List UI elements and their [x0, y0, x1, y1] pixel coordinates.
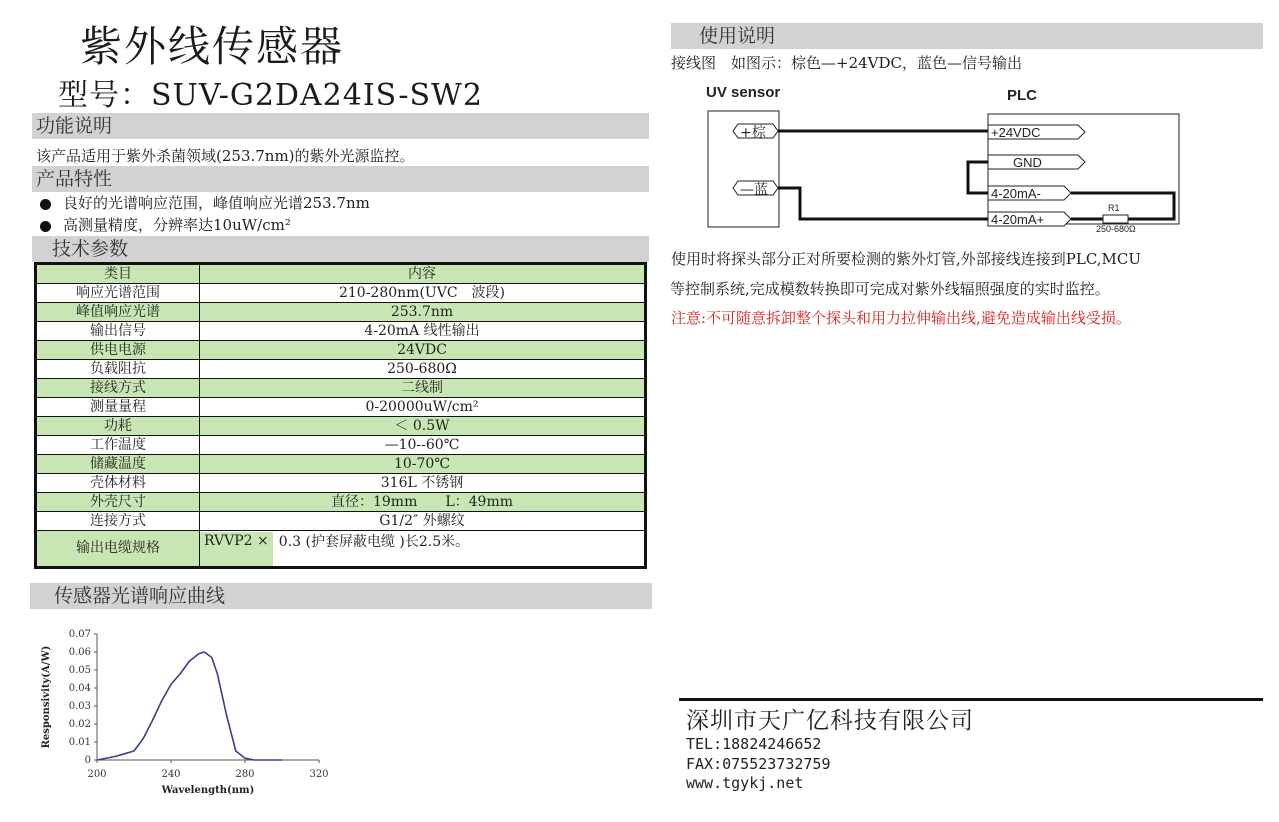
company-fax: FAX:075523732759	[686, 755, 831, 773]
page-title: 紫外线传感器	[80, 22, 345, 71]
spec-value: ＜ 0.5W	[200, 417, 646, 436]
spec-value: G1/2″ 外螺纹	[200, 512, 646, 531]
function-heading: 功能说明	[32, 113, 649, 139]
spec-key: 输出电缆规格	[36, 531, 200, 568]
y-tick-label: 0.06	[68, 647, 91, 658]
curve-heading: 传感器光谱响应曲线	[30, 583, 652, 609]
y-tick-label: 0.03	[68, 701, 91, 712]
spec-value: 0-20000uW/cm²	[200, 398, 646, 417]
x-tick-label: 280	[235, 769, 255, 780]
spec-value: 250-680Ω	[200, 360, 646, 379]
spec-value: 直径：19mm L：49mm	[200, 493, 646, 512]
table-row	[36, 322, 646, 341]
wiring-diagram	[700, 78, 1190, 238]
bullet-icon	[40, 199, 51, 210]
spec-key: 供电电源	[36, 341, 200, 360]
table-row	[36, 493, 646, 512]
spec-key: 储藏温度	[36, 455, 200, 474]
spec-value: 10-70℃	[200, 455, 646, 474]
table-row	[36, 284, 646, 303]
company-name: 深圳市天广亿科技有限公司	[686, 708, 974, 734]
spec-value: 二线制	[200, 379, 646, 398]
spec-key: 接线方式	[36, 379, 200, 398]
cable-detail: 0.3 (护套屏蔽电缆 )长2.5米。	[278, 533, 470, 550]
features-heading: 产品特性	[32, 166, 649, 192]
specs-heading: 技术参数	[32, 236, 649, 262]
feature-item	[36, 192, 370, 213]
company-web: www.tgykj.net	[686, 774, 804, 792]
plc-label: PLC	[1007, 87, 1037, 104]
plc-pin-signal-minus-label: 4-20mA-	[991, 186, 1041, 201]
x-tick-label: 240	[161, 769, 181, 780]
spec-key: 连接方式	[36, 512, 200, 531]
plc-pin-gnd-label: GND	[1013, 155, 1042, 170]
table-row	[36, 341, 646, 360]
spec-key: 类目	[36, 264, 200, 284]
table-row	[36, 303, 646, 322]
table-row	[36, 455, 646, 474]
spec-value: 内容	[200, 264, 646, 284]
feature-text: 高测量精度，分辨率达10uW/cm²	[63, 216, 291, 234]
sensor-pin-brown-label: +棕	[740, 125, 766, 141]
spec-key: 外壳尺寸	[36, 493, 200, 512]
usage-desc-2: 等控制系统,完成模数转换即可完成对紫外线辐照强度的实时监控。	[670, 280, 1110, 298]
y-tick-label: 0.05	[68, 665, 91, 676]
table-row	[36, 360, 646, 379]
spec-value: 316L 不锈钢	[200, 474, 646, 493]
spec-key: 工作温度	[36, 436, 200, 455]
spec-key: 峰值响应光谱	[36, 303, 200, 322]
cable-type: RVVP2 ×	[200, 532, 273, 566]
spectral-response-chart	[38, 620, 338, 800]
y-tick-label: 0.07	[68, 629, 91, 640]
y-tick-label: 0.02	[68, 719, 91, 730]
usage-desc-1: 使用时将探头部分正对所要检测的紫外灯管,外部接线连接到PLC,MCU	[671, 250, 1142, 268]
spec-value	[200, 531, 646, 568]
spec-key: 负载阻抗	[36, 360, 200, 379]
feature-item	[36, 214, 291, 235]
y-tick-label: 0	[84, 755, 91, 766]
y-tick-label: 0.04	[68, 683, 91, 694]
y-tick-label: 0.01	[68, 737, 91, 748]
response-curve	[97, 652, 282, 760]
spec-value: 253.7nm	[200, 303, 646, 322]
spec-key: 壳体材料	[36, 474, 200, 493]
spec-value: 24VDC	[200, 341, 646, 360]
table-row	[36, 436, 646, 455]
table-row	[36, 398, 646, 417]
plc-pin-signal-plus-label: 4-20mA+	[991, 212, 1045, 227]
table-row	[36, 531, 646, 568]
wiring-description: 接线图 如图示：棕色—+24VDC，蓝色—信号输出	[671, 54, 1022, 72]
spec-key: 输出信号	[36, 322, 200, 341]
function-text: 该产品适用于紫外杀菌领域(253.7nm)的紫外光源监控。	[36, 147, 415, 165]
spec-key: 功耗	[36, 417, 200, 436]
wire-blue	[778, 188, 988, 219]
y-axis-label: Responsivity(A/W)	[41, 645, 52, 749]
resistor-name: R1	[1108, 203, 1120, 213]
sensor-pin-blue-label: —蓝	[740, 182, 768, 198]
usage-heading: 使用说明	[671, 23, 1263, 49]
x-tick-label: 200	[87, 769, 107, 780]
spec-value: 210-280nm(UVC 波段)	[200, 284, 646, 303]
resistor-value: 250-680Ω	[1096, 224, 1136, 234]
plc-pin-24vdc-label: +24VDC	[991, 125, 1041, 140]
usage-warning: 注意:不可随意拆卸整个探头和用力拉伸输出线,避免造成输出线受损。	[671, 309, 1131, 327]
company-tel: TEL:18824246652	[686, 735, 822, 753]
wire-gnd-jumper	[968, 162, 988, 193]
table-row	[36, 417, 646, 436]
spec-key: 响应光谱范围	[36, 284, 200, 303]
feature-text: 良好的光谱响应范围，峰值响应光谱253.7nm	[63, 194, 370, 212]
footer-rule	[679, 698, 1263, 701]
x-tick-label: 320	[309, 769, 329, 780]
table-row	[36, 379, 646, 398]
resistor-icon	[1103, 215, 1128, 223]
bullet-icon	[40, 221, 51, 232]
table-row	[36, 512, 646, 531]
table-row	[36, 264, 646, 284]
specs-table	[34, 262, 647, 569]
x-axis-label: Wavelength(nm)	[161, 785, 255, 796]
sensor-label: UV sensor	[706, 84, 781, 101]
spec-value: 4-20mA 线性输出	[200, 322, 646, 341]
table-row	[36, 474, 646, 493]
spec-value: —10--60℃	[200, 436, 646, 455]
spec-key: 测量量程	[36, 398, 200, 417]
model-number: 型号：SUV-G2DA24IS-SW2	[58, 78, 483, 113]
